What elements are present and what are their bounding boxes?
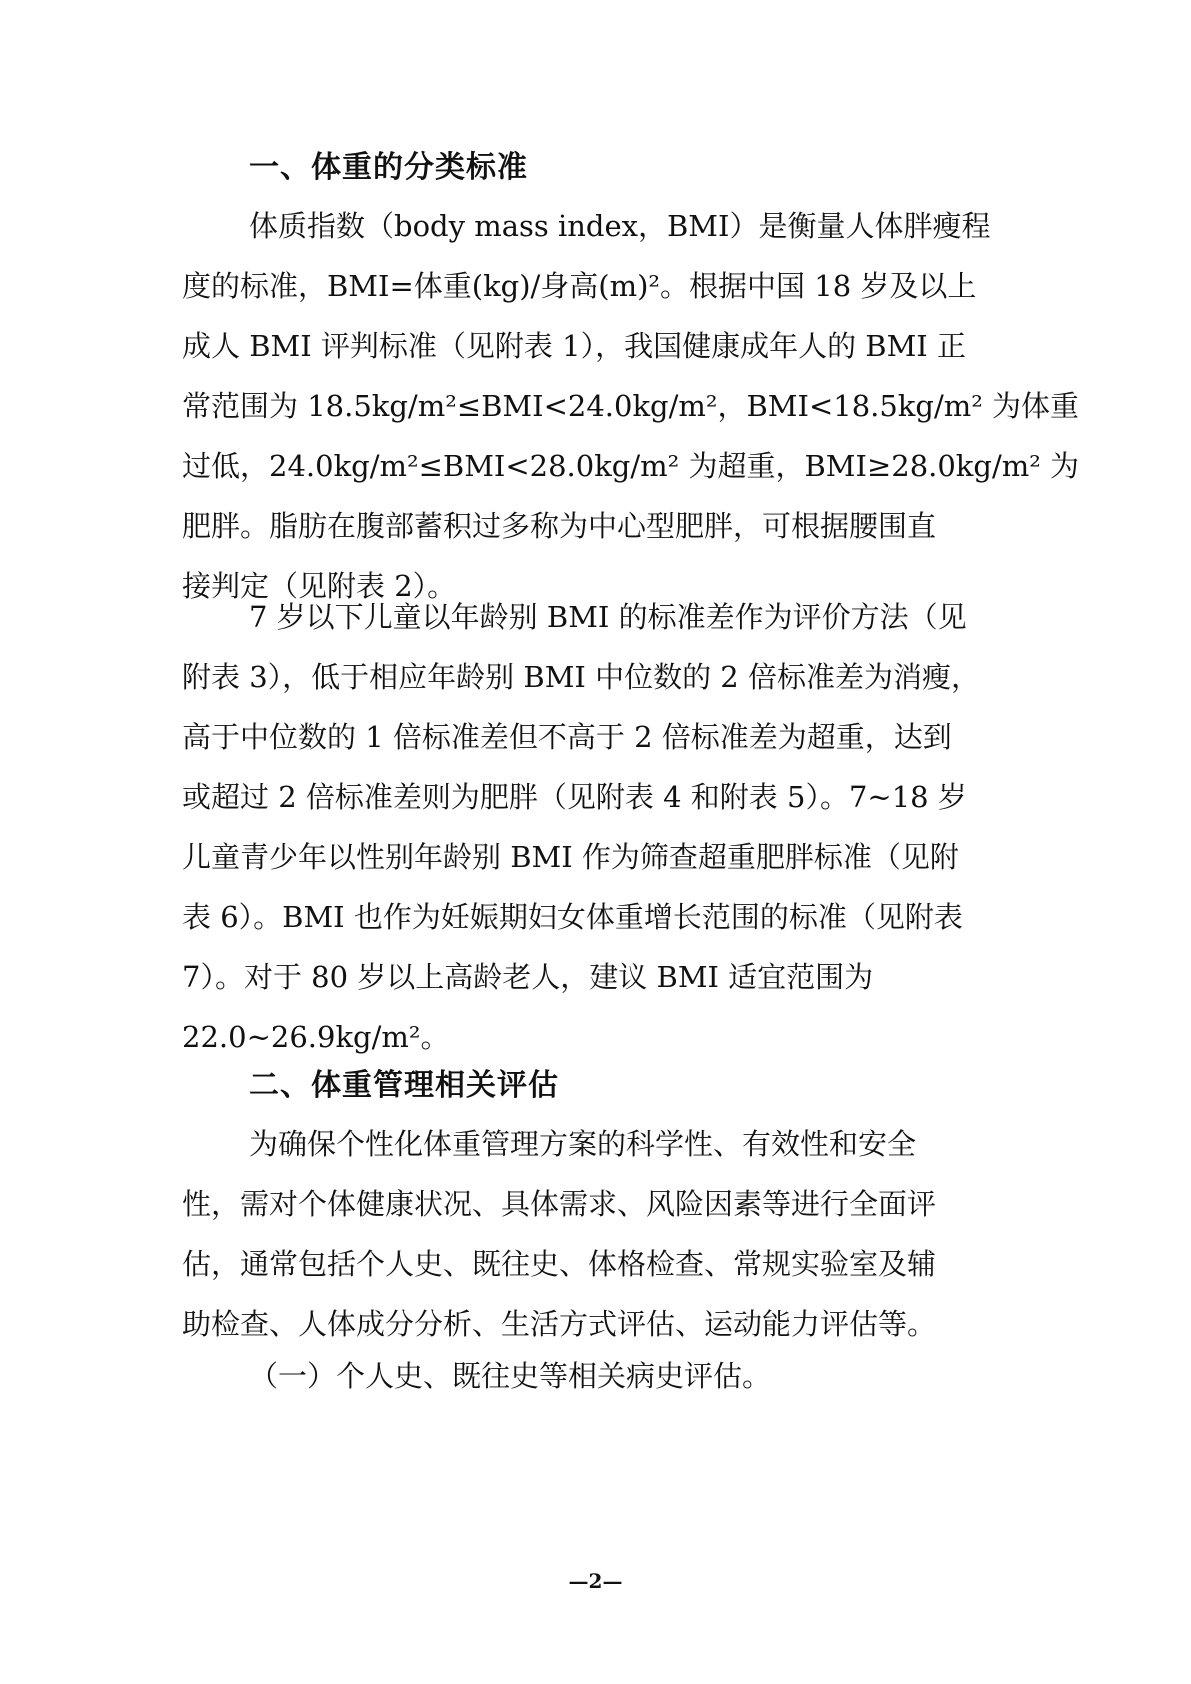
paragraph-line: 接判定（见附表 2）。 bbox=[182, 569, 457, 603]
paragraph-line: 性，需对个体健康状况、具体需求、风险因素等进行全面评 bbox=[182, 1187, 937, 1221]
paragraph-line: 体质指数（body mass index，BMI）是衡量人体胖瘦程 bbox=[249, 209, 991, 243]
paragraph-line: 过低，24.0kg/m²≤BMI<28.0kg/m² 为超重，BMI≥28.0kg/m² 为 bbox=[182, 449, 1080, 483]
paragraph-line: 度的标准，BMI=体重(kg)/身高(m)²。根据中国 18 岁及以上 bbox=[182, 269, 977, 303]
paragraph-line: 儿童青少年以性别年龄别 BMI 作为筛查超重肥胖标准（见附 bbox=[182, 840, 959, 874]
paragraph-assessment-overview bbox=[182, 1114, 1020, 1354]
paragraph-line: 常范围为 18.5kg/m²≤BMI<24.0kg/m²，BMI<18.5kg/m² 为体重 bbox=[182, 389, 1080, 423]
paragraph-line: 7 岁以下儿童以年龄别 BMI 的标准差作为评价方法（见 bbox=[249, 600, 967, 634]
paragraph-line: 或超过 2 倍标准差则为肥胖（见附表 4 和附表 5）。7~18 岁 bbox=[182, 780, 967, 814]
paragraph-line: 成人 BMI 评判标准（见附表 1），我国健康成年人的 BMI 正 bbox=[182, 329, 966, 363]
paragraph-line: 高于中位数的 1 倍标准差但不高于 2 倍标准差为超重，达到 bbox=[182, 720, 952, 754]
paragraph-line: 肥胖。脂肪在腹部蓄积过多称为中心型肥胖，可根据腰围直 bbox=[182, 509, 937, 543]
paragraph-line: 估，通常包括个人史、既往史、体格检查、常规实验室及辅 bbox=[182, 1247, 937, 1281]
paragraph-bmi-definition bbox=[182, 196, 1080, 616]
paragraph-line: 附表 3），低于相应年龄别 BMI 中位数的 2 倍标准差为消瘦， bbox=[182, 660, 980, 694]
paragraph-children-bmi bbox=[182, 587, 1020, 1067]
paragraph-line: 表 6）。BMI 也作为妊娠期妇女体重增长范围的标准（见附表 bbox=[182, 900, 963, 934]
paragraph-line: 助检查、人体成分分析、生活方式评估、运动能力评估等。 bbox=[182, 1307, 937, 1341]
subsection-heading-history-assessment: （一）个人史、既往史等相关病史评估。 bbox=[249, 1359, 772, 1393]
section-heading-weight-classification: 一、体重的分类标准 bbox=[249, 150, 528, 185]
section-heading-weight-assessment: 二、体重管理相关评估 bbox=[249, 1068, 559, 1103]
page-number: —2— bbox=[568, 1569, 623, 1593]
paragraph-line: 为确保个性化体重管理方案的科学性、有效性和安全 bbox=[249, 1127, 917, 1161]
paragraph-line: 7）。对于 80 岁以上高龄老人，建议 BMI 适宜范围为 bbox=[182, 960, 874, 994]
paragraph-line: 22.0~26.9kg/m²。 bbox=[182, 1020, 450, 1054]
